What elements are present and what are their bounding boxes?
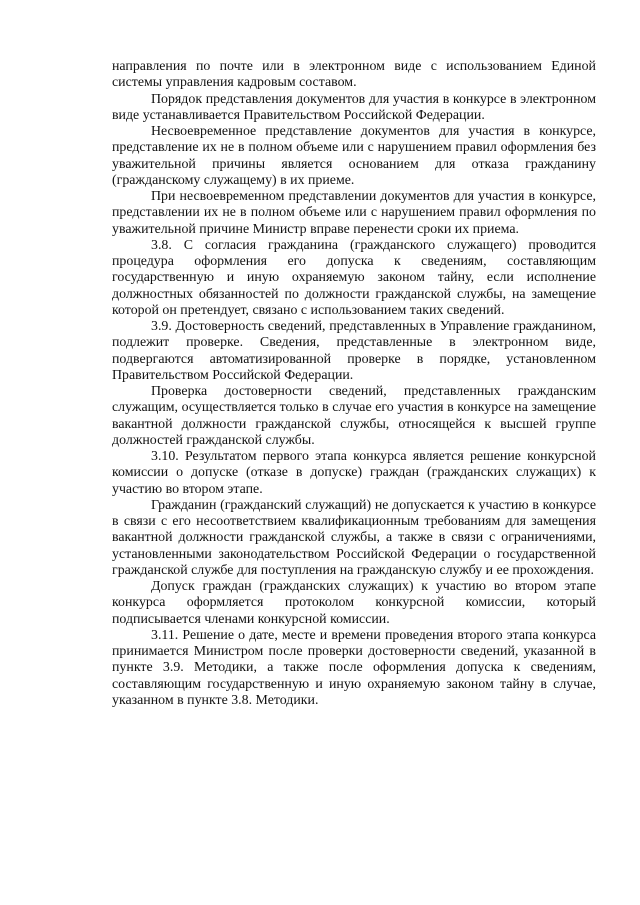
paragraph-section-3-10: 3.10. Результатом первого этапа конкурса является решение конкурсной комиссии о допуске (отказе в допуске) граждан (гражданских служащих) к участию во втором этапе. — [112, 449, 596, 497]
paragraph-submission-order: Порядок представления документов для участия в конкурсе в электронном виде устанавливается Правительством Российской Федерации. — [112, 91, 596, 123]
paragraph-non-admission: Гражданин (гражданский служащий) не допускается к участию в конкурсе в связи с его несоответствием квалификационным требованиям для замещения вакантной должности гражданской службы, а также в связи с ограничениями, установленными законодательством Российской Федерации о государственной гражданской службе для поступления на гражданскую службу и ее прохождения. — [112, 497, 596, 578]
paragraph-section-3-8: 3.8. С согласия гражданина (гражданского служащего) проводится процедура оформления его допуска к сведениям, составляющим государственную и иную охраняемую законом тайну, если исполнение должностных обязанностей по должности гражданской службы, на замещение которой он претендует, связано с использованием таких сведений. — [112, 237, 596, 318]
paragraph-section-3-11: 3.11. Решение о дате, месте и времени проведения второго этапа конкурса принимается Министром после проверки достоверности сведений, указанной в пункте 3.9. Методики, а также после оформления допуска к сведениям, составляющим государственную и иную охраняемую законом тайну в случае, указанном в пункте 3.8. Методики. — [112, 627, 596, 708]
paragraph-admission-protocol: Допуск граждан (гражданских служащих) к участию во втором этапе конкурса оформляется протоколом конкурсной комиссии, который подписывается членами конкурсной комиссии. — [112, 579, 596, 627]
paragraph-verification: Проверка достоверности сведений, представленных гражданским служащим, осуществляется только в случае его участия в конкурсе на замещение вакантной должности гражданской службы, относящейся к высшей группе должностей гражданской службы. — [112, 384, 596, 448]
paragraph-late-submission-refusal: Несвоевременное представление документов для участия в конкурсе, представление их не в полном объеме или с нарушением правил оформления без уважительной причины является основанием для отказа гражданину (гражданскому служащему) в их приеме. — [112, 124, 596, 188]
paragraph-section-3-9: 3.9. Достоверность сведений, представленных в Управление гражданином, подлежит проверке. Сведения, представленные в электронном виде, подвергаются автоматизированной проверке в порядке, установленном Правительством Российской Федерации. — [112, 319, 596, 383]
paragraph-late-submission-extension: При несвоевременном представлении документов для участия в конкурсе, представлении их не в полном объеме или с нарушением правил оформления по уважительной причине Министр вправе перенести сроки их приема. — [112, 189, 596, 237]
paragraph-continuation: направления по почте или в электронном виде с использованием Единой системы управления кадровым составом. — [112, 59, 596, 91]
document-page — [112, 59, 596, 709]
